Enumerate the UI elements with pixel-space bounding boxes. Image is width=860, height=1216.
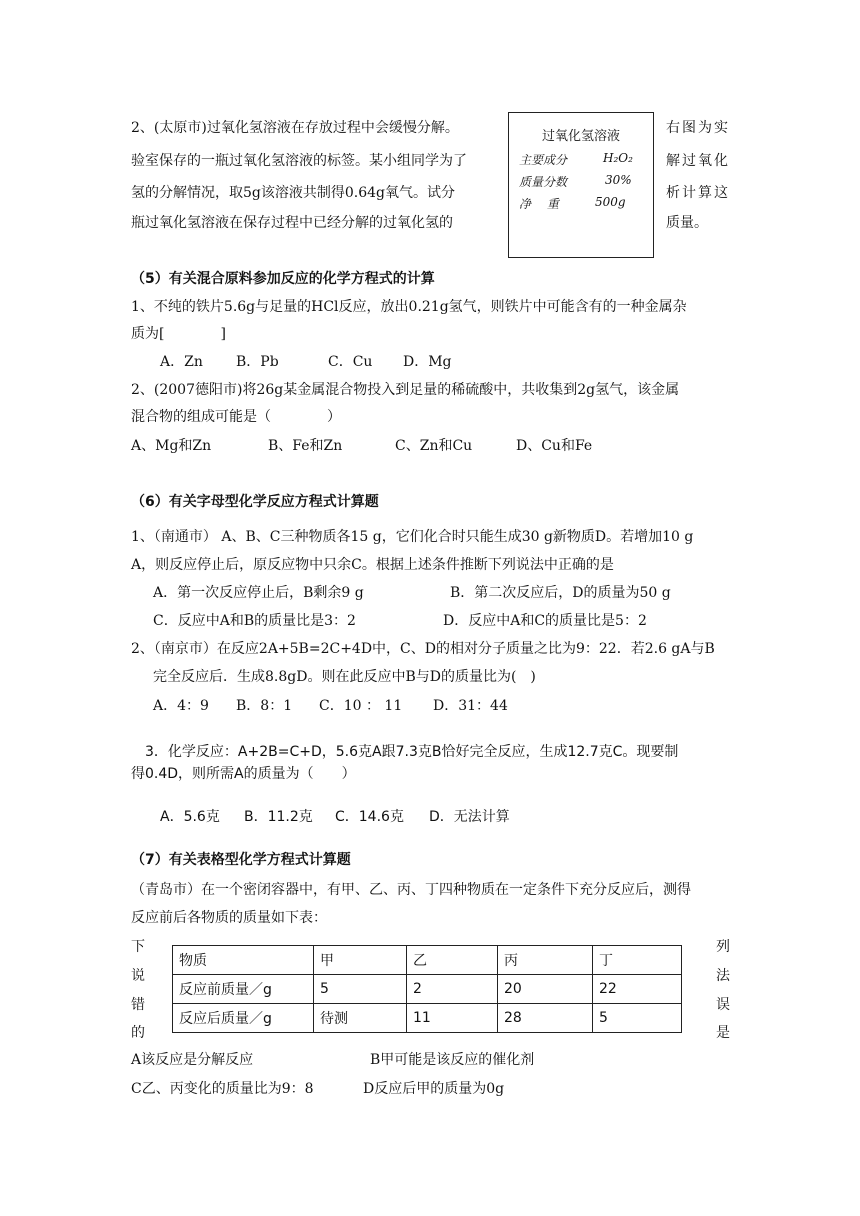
table-cell: 丙 (498, 946, 593, 975)
s5-q1-option-a: A．Zn (160, 354, 203, 370)
q2-line-4: 瓶过氧化氢溶液在保存过程中已经分解的过氧化氢的 (131, 215, 453, 231)
table-cell: 2 (407, 975, 498, 1004)
label-value: H₂O₂ (603, 151, 633, 165)
s5-q2-line-2: 混合物的组成可能是（ ） (131, 409, 341, 425)
q2-right-2: 解过氧化 (666, 153, 730, 169)
s6-q2-line-2: 完全反应后．生成8.8gD。则在此反应中B与D的质量比为( ) (153, 669, 536, 685)
q2-line-3: 氢的分解情况，取5g该溶液共制得0.64g氧气。试分 (131, 185, 456, 201)
s7-right-char-1: 列 (716, 939, 730, 955)
table-cell: 乙 (407, 946, 498, 975)
table-cell: 物质 (173, 946, 314, 975)
table-cell: 22 (593, 975, 682, 1004)
s5-q2-option-b: B、Fe和Zn (268, 438, 343, 454)
s6-q1-option-c: C．反应中A和B的质量比是3：2 (153, 613, 356, 629)
table-cell: 28 (498, 1004, 593, 1033)
s7-option-a: A该反应是分解反应 (131, 1052, 254, 1068)
label-key: 质量分数 (519, 175, 568, 189)
h2o2-bottle-label (508, 112, 654, 258)
s6-q3-option-c: C．14.6克 (335, 809, 404, 825)
label-key: 主要成分 (519, 153, 568, 167)
s5-q1-line-1: 1、不纯的铁片5.6g与足量的HCl反应，放出0.21g氢气，则铁片中可能含有的一种金属杂 (131, 299, 687, 315)
s5-q2-option-a: A、Mg和Zn (131, 438, 212, 454)
s7-left-char-2: 说 (131, 968, 145, 984)
s6-q2-line-1: 2、（南京市）在反应2A+5B=2C+4D中，C、D的相对分子质量之比为9：22．若2.6 gA与B (131, 641, 715, 657)
s6-q2-option-b: B．8：1 (236, 698, 293, 714)
s7-option-d: D反应后甲的质量为0g (363, 1081, 505, 1097)
s7-left-char-1: 下 (131, 939, 145, 955)
table-row (173, 946, 682, 975)
s6-q2-option-d: D．31：44 (433, 698, 508, 714)
table-cell: 5 (593, 1004, 682, 1033)
table-row (173, 975, 682, 1004)
label-title: 过氧化氢溶液 (541, 129, 620, 144)
table-cell: 20 (498, 975, 593, 1004)
mass-table (172, 945, 682, 1033)
s6-q2-option-a: A．4：9 (153, 698, 209, 714)
s7-right-char-4: 是 (716, 1025, 730, 1041)
s7-option-b: B甲可能是该反应的催化剂 (370, 1052, 535, 1068)
table-cell: 反应后质量／g (173, 1004, 314, 1033)
s6-q1-option-b: B．第二次反应后，D的质量为50 g (450, 585, 671, 601)
s6-q3-line-2: 得0.4D，则所需A的质量为（ ） (131, 766, 356, 782)
s5-q1-line-2: 质为[ ] (131, 326, 226, 342)
s6-q3-line-1: 3．化学反应：A+2B=C+D，5.6克A跟7.3克B恰好完全反应，生成12.7克C。现要制 (145, 744, 679, 760)
s7-left-char-3: 错 (131, 997, 145, 1013)
s6-q3-option-a: A．5.6克 (160, 809, 220, 825)
s7-left-char-4: 的 (131, 1025, 145, 1041)
section5-heading: （5）有关混合原料参加反应的化学方程式的计算 (131, 271, 435, 287)
table-cell: 11 (407, 1004, 498, 1033)
section6-heading: （6）有关字母型化学反应方程式计算题 (131, 494, 379, 510)
label-key: 净 重 (519, 197, 559, 211)
s6-q1-option-d: D．反应中A和C的质量比是5：2 (443, 613, 647, 629)
s5-q1-option-c: C．Cu (328, 354, 373, 370)
s5-q2-option-d: D、Cu和Fe (516, 438, 593, 454)
table-cell: 5 (314, 975, 407, 1004)
q2-right-4: 质量。 (666, 215, 708, 231)
s7-option-c: C乙、丙变化的质量比为9：8 (131, 1081, 314, 1097)
q2-right-3: 析计算这 (666, 185, 730, 201)
table-cell: 甲 (314, 946, 407, 975)
s6-q2-option-c: C．10 ： 11 (319, 698, 403, 714)
q2-line-1: 2、(太原市)过氧化氢溶液在存放过程中会缓慢分解。 (131, 120, 459, 136)
label-value: 30% (605, 173, 632, 187)
table-cell: 待测 (314, 1004, 407, 1033)
q2-line-2: 验室保存的一瓶过氧化氢溶液的标签。某小组同学为了 (131, 153, 467, 169)
s5-q2-option-c: C、Zn和Cu (395, 438, 473, 454)
label-value: 500g (595, 195, 626, 209)
s5-q1-option-b: B．Pb (236, 354, 279, 370)
s7-right-char-3: 误 (716, 997, 730, 1013)
s7-line-1: （青岛市）在一个密闭容器中，有甲、乙、丙、丁四种物质在一定条件下充分反应后，测得 (131, 882, 691, 898)
table-row (173, 1004, 682, 1033)
s6-q3-option-b: B．11.2克 (244, 809, 313, 825)
table-cell: 丁 (593, 946, 682, 975)
s6-q1-line-1: 1、（南通市） A、B、C三种物质各15 g，它们化合时只能生成30 g新物质D。若增加10 g (131, 529, 694, 545)
q2-right-1: 右图为实 (666, 120, 730, 136)
s7-right-char-2: 法 (716, 968, 730, 984)
s6-q1-line-2: A，则反应停止后，原反应物中只余C。根据上述条件推断下列说法中正确的是 (131, 557, 614, 573)
s7-line-2: 反应前后各物质的质量如下表： (131, 910, 327, 926)
s5-q1-option-d: D．Mg (403, 354, 452, 370)
s5-q2-line-1: 2、(2007德阳市)将26g某金属混合物投入到足量的稀硫酸中，共收集到2g氢气，该金属 (131, 382, 680, 398)
s6-q3-option-d: D．无法计算 (429, 809, 510, 825)
s6-q1-option-a: A．第一次反应停止后，B剩余9 g (153, 585, 364, 601)
section7-heading: （7）有关表格型化学方程式计算题 (131, 852, 351, 868)
table-cell: 反应前质量／g (173, 975, 314, 1004)
